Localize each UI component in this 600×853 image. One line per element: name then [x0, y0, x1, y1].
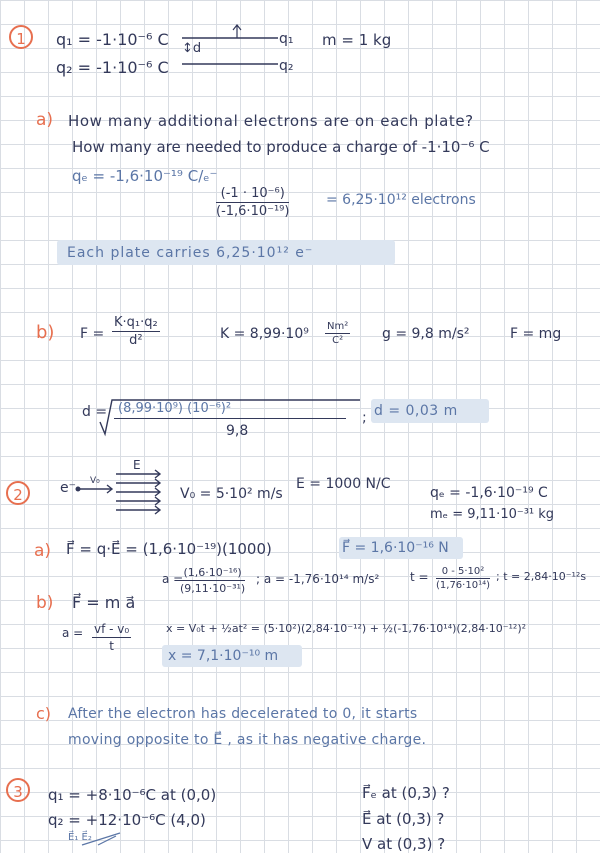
time-fraction: [436, 566, 490, 591]
sqrt-numerator: (8,99·10⁹) (10⁻⁶)²: [118, 401, 232, 416]
electron-charge: qₑ = -1,6·10⁻¹⁹ C/ₑ⁻: [72, 167, 218, 185]
time-denominator: (1,76·10¹⁴): [436, 580, 490, 591]
coulomb-fraction: [112, 315, 160, 348]
question-field: E⃗ at (0,3) ?: [362, 810, 445, 828]
accel-prefix: a =: [162, 572, 184, 586]
velocity-arrow: [78, 485, 112, 493]
position-eq: x = V₀t + ½at² = (5·10²)(2,84·10⁻¹²) + ½(-1,76·10¹⁴)(2,84·10⁻¹²)²: [166, 622, 527, 635]
part-2a-label: a): [34, 541, 52, 561]
field-label: E: [133, 458, 141, 472]
field-sketch-label: E⃗₁ E⃗₂: [68, 832, 92, 843]
accel-def-numerator: vf - v₀: [94, 622, 130, 636]
distance-mark: ↕d: [182, 41, 202, 56]
problem-2-number: 2: [6, 481, 30, 505]
sqrt-denominator: 9,8: [226, 423, 249, 439]
question-a-line2: How many are needed to produce a charge of -1·10⁻⁶ C: [72, 138, 490, 156]
time-result: ; t = 2,84·10⁻¹²s: [496, 570, 587, 583]
time-numerator: 0 - 5·10²: [436, 566, 490, 579]
electron-mass: mₑ = 9,11·10⁻³¹ kg: [430, 507, 555, 522]
part-a-label: a): [36, 110, 54, 130]
weight-eq: F = mg: [510, 326, 562, 342]
q2-value: q₂ = -1·10⁻⁶ C: [56, 58, 169, 77]
plate-q2-label: q₂: [279, 58, 294, 74]
force-answer: F⃗ = 1,6·10⁻¹⁶ N: [342, 540, 449, 556]
k-value: K = 8,99·10⁹: [220, 326, 309, 342]
problem-1-number: 1: [9, 25, 33, 49]
semicolon: ;: [362, 410, 367, 426]
fraction-numerator: (-1 · 10⁻⁶): [216, 186, 289, 203]
gravity-value: g = 9,8 m/s²: [382, 326, 470, 342]
sqrt-fraction-line: [114, 418, 346, 419]
problem-3-number: 3: [6, 778, 30, 802]
k-unit-numerator: Nm²: [327, 321, 349, 332]
k-unit-fraction: [325, 321, 350, 346]
charge-q2: q₂ = +12·10⁻⁶C (4,0): [48, 811, 206, 829]
mass-value: m = 1 kg: [322, 31, 392, 49]
field-value: E = 1000 N/C: [296, 476, 391, 492]
newton-second-law: F⃗ = m a⃗: [72, 593, 136, 612]
accel-def-prefix: a =: [62, 626, 84, 640]
part-2c-label: c): [36, 704, 52, 723]
accel-denominator: (9,11·10⁻³¹): [180, 582, 246, 595]
part-b-label: b): [36, 322, 55, 343]
conclusion-line1: After the electron has decelerated to 0, it starts: [68, 706, 418, 722]
question-potential: V at (0,3) ?: [362, 835, 446, 853]
charge-q1: q₁ = +8·10⁻⁶C at (0,0): [48, 786, 217, 804]
question-a-line1: How many additional electrons are on each plate?: [68, 112, 474, 130]
accel-fraction: [180, 566, 245, 595]
part-2b-label: b): [36, 593, 54, 613]
accel-numerator: (1,6·10⁻¹⁶): [180, 566, 245, 581]
electron-count-result: = 6,25·10¹² electrons: [326, 192, 476, 208]
velocity-label: V₀: [90, 476, 100, 486]
plate-q1-label: q₁: [279, 31, 294, 47]
coulomb-numerator: K·q₁·q₂: [114, 315, 158, 330]
distance-eq: d =: [82, 404, 108, 420]
coulomb-denominator: d²: [129, 333, 143, 348]
electron-symbol: e⁻: [60, 480, 77, 496]
distance-answer: d = 0,03 m: [374, 403, 458, 419]
initial-velocity: V₀ = 5·10² m/s: [180, 486, 283, 502]
force-eq: F =: [80, 326, 105, 342]
conclusion-line2: moving opposite to E⃗ , as it has negative charge.: [68, 732, 427, 748]
k-unit-denominator: C²: [332, 335, 344, 346]
accel-def-fraction: [92, 622, 131, 653]
field-arrows: [116, 470, 160, 514]
accel-result: ; a = -1,76·10¹⁴ m/s²: [256, 572, 380, 586]
electron-count-fraction: [216, 186, 289, 219]
q1-value: q₁ = -1·10⁻⁶ C: [56, 30, 169, 49]
accel-def-denominator: t: [109, 639, 114, 653]
fraction-denominator: (-1,6·10⁻¹⁹): [216, 204, 290, 219]
answer-a-text: Each plate carries 6,25·10¹² e⁻: [67, 245, 314, 261]
question-force: F⃗ₑ at (0,3) ?: [362, 784, 450, 802]
position-answer: x = 7,1·10⁻¹⁰ m: [168, 648, 279, 664]
electron-charge-2: qₑ = -1,6·10⁻¹⁹ C: [430, 485, 548, 501]
time-prefix: t =: [410, 570, 429, 584]
force-from-field: F⃗ = q·E⃗ = (1,6·10⁻¹⁹)(1000): [66, 540, 272, 558]
